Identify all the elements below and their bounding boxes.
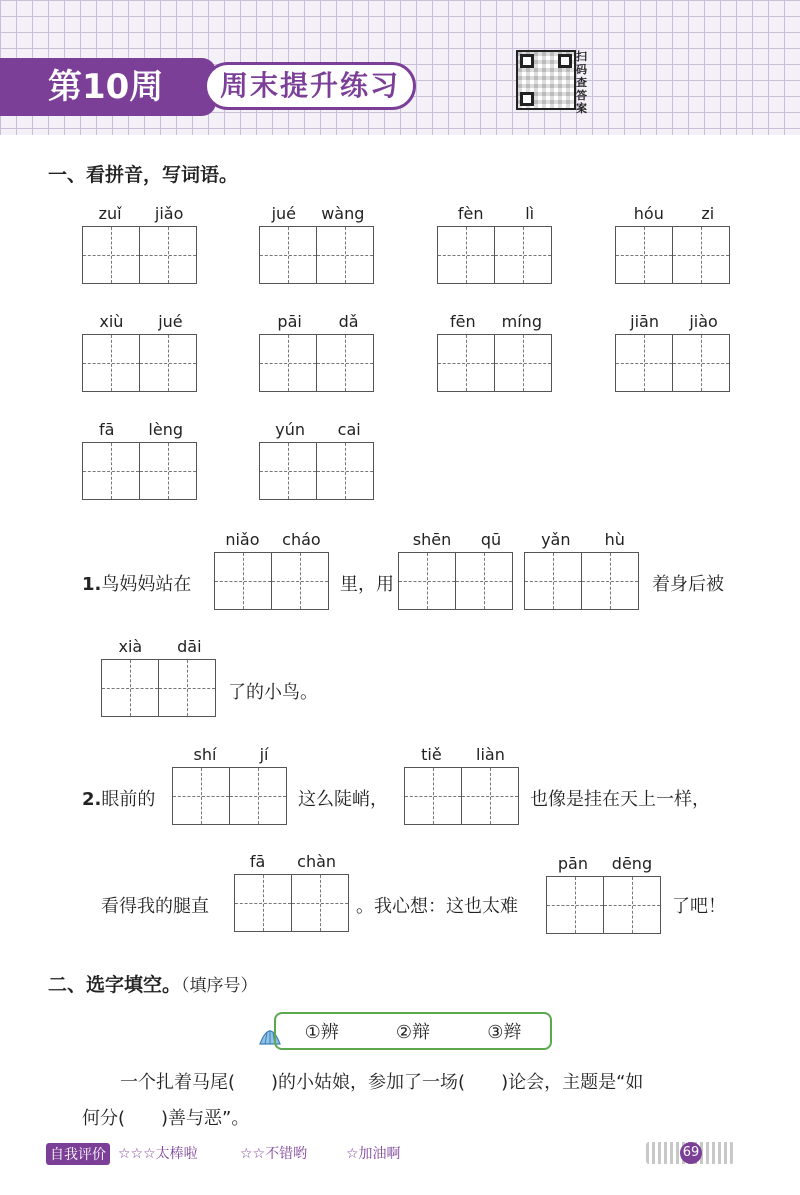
word-item: yún cai: [259, 420, 377, 502]
writing-box[interactable]: [259, 226, 317, 284]
writing-box[interactable]: [581, 552, 639, 610]
writing-box[interactable]: [101, 659, 159, 717]
fill-item: shēn qū: [398, 530, 516, 612]
word-item: jué wàng: [259, 204, 377, 286]
writing-box[interactable]: [437, 334, 495, 392]
writing-box[interactable]: [494, 334, 552, 392]
writing-box[interactable]: [672, 226, 730, 284]
question-1-text: 着身后被: [652, 574, 724, 595]
fill-item: tiě liàn: [404, 745, 522, 827]
question-1-text: 了的小鸟。: [228, 682, 318, 703]
writing-box[interactable]: [316, 334, 374, 392]
fill-item: yǎn hù: [524, 530, 642, 612]
fill-item: fā chàn: [234, 852, 352, 934]
writing-box[interactable]: [214, 552, 272, 610]
writing-box[interactable]: [172, 767, 230, 825]
rating-good[interactable]: ☆☆不错哟: [240, 1146, 308, 1162]
writing-box[interactable]: [259, 334, 317, 392]
writing-box[interactable]: [234, 874, 292, 932]
section-1-title: 一、看拼音，写词语。: [48, 164, 239, 186]
writing-box[interactable]: [461, 767, 519, 825]
qr-code-icon[interactable]: [516, 50, 576, 110]
word-item: zuǐ jiǎo: [82, 204, 200, 286]
writing-box[interactable]: [524, 552, 582, 610]
word-item: fèn lì: [437, 204, 555, 286]
writing-box[interactable]: [615, 334, 673, 392]
fill-item: shí jí: [172, 745, 290, 827]
word-item: xiù jué: [82, 312, 200, 394]
writing-box[interactable]: [316, 442, 374, 500]
word-item: jiān jiào: [615, 312, 733, 394]
section-2-title: 二、选字填空。（填序号）: [48, 974, 258, 996]
options-box: [274, 1012, 552, 1050]
fill-item: niǎo cháo: [214, 530, 332, 612]
option-3: ③辫: [487, 1022, 522, 1043]
rating-excellent[interactable]: ☆☆☆太棒啦: [118, 1146, 198, 1162]
writing-box[interactable]: [398, 552, 456, 610]
word-item: hóu zi: [615, 204, 733, 286]
writing-box[interactable]: [82, 442, 140, 500]
writing-box[interactable]: [437, 226, 495, 284]
writing-box[interactable]: [494, 226, 552, 284]
rating-keep-trying[interactable]: ☆加油啊: [346, 1146, 401, 1162]
self-evaluation-label: 自我评价: [46, 1143, 110, 1165]
word-item: fēn míng: [437, 312, 555, 394]
question-2-text: 2.眼前的: [82, 789, 156, 810]
fill-item: pān dēng: [546, 854, 664, 936]
writing-box[interactable]: [139, 442, 197, 500]
writing-box[interactable]: [82, 334, 140, 392]
writing-box[interactable]: [158, 659, 216, 717]
option-2: ②辩: [395, 1022, 431, 1043]
writing-box[interactable]: [546, 876, 604, 934]
writing-box[interactable]: [603, 876, 661, 934]
qr-caption: 扫码查答案: [576, 50, 587, 115]
writing-box[interactable]: [82, 226, 140, 284]
writing-box[interactable]: [139, 334, 197, 392]
page-title: 周末提升练习: [204, 62, 416, 110]
writing-box[interactable]: [316, 226, 374, 284]
writing-box[interactable]: [139, 226, 197, 284]
page-number: 69: [646, 1142, 734, 1164]
fill-sentence-line-2: 何分( )善与恶”。: [82, 1108, 250, 1129]
fill-item: xià dāi: [101, 637, 219, 719]
writing-box[interactable]: [271, 552, 329, 610]
writing-box[interactable]: [259, 442, 317, 500]
question-2-text: 也像是挂在天上一样，: [530, 789, 710, 810]
writing-box[interactable]: [229, 767, 287, 825]
writing-box[interactable]: [672, 334, 730, 392]
option-1: ①辨: [304, 1022, 339, 1043]
fill-sentence-line-1: 一个扎着马尾( )的小姑娘，参加了一场( )论会，主题是“如: [120, 1072, 644, 1093]
question-1-text: 里，用: [340, 574, 394, 595]
word-item: pāi dǎ: [259, 312, 377, 394]
writing-box[interactable]: [404, 767, 462, 825]
week-badge: 第10周: [0, 58, 216, 116]
word-item: fā lèng: [82, 420, 200, 502]
writing-box[interactable]: [291, 874, 349, 932]
question-2-text: 。我心想：这也太难: [356, 896, 518, 917]
question-2-text: 了吧！: [672, 896, 726, 917]
writing-box[interactable]: [455, 552, 513, 610]
writing-box[interactable]: [615, 226, 673, 284]
question-2-text: 这么陡峭，: [298, 789, 388, 810]
question-2-text: 看得我的腿直: [101, 896, 209, 917]
question-1-text: 1.鸟妈妈站在: [82, 574, 192, 595]
